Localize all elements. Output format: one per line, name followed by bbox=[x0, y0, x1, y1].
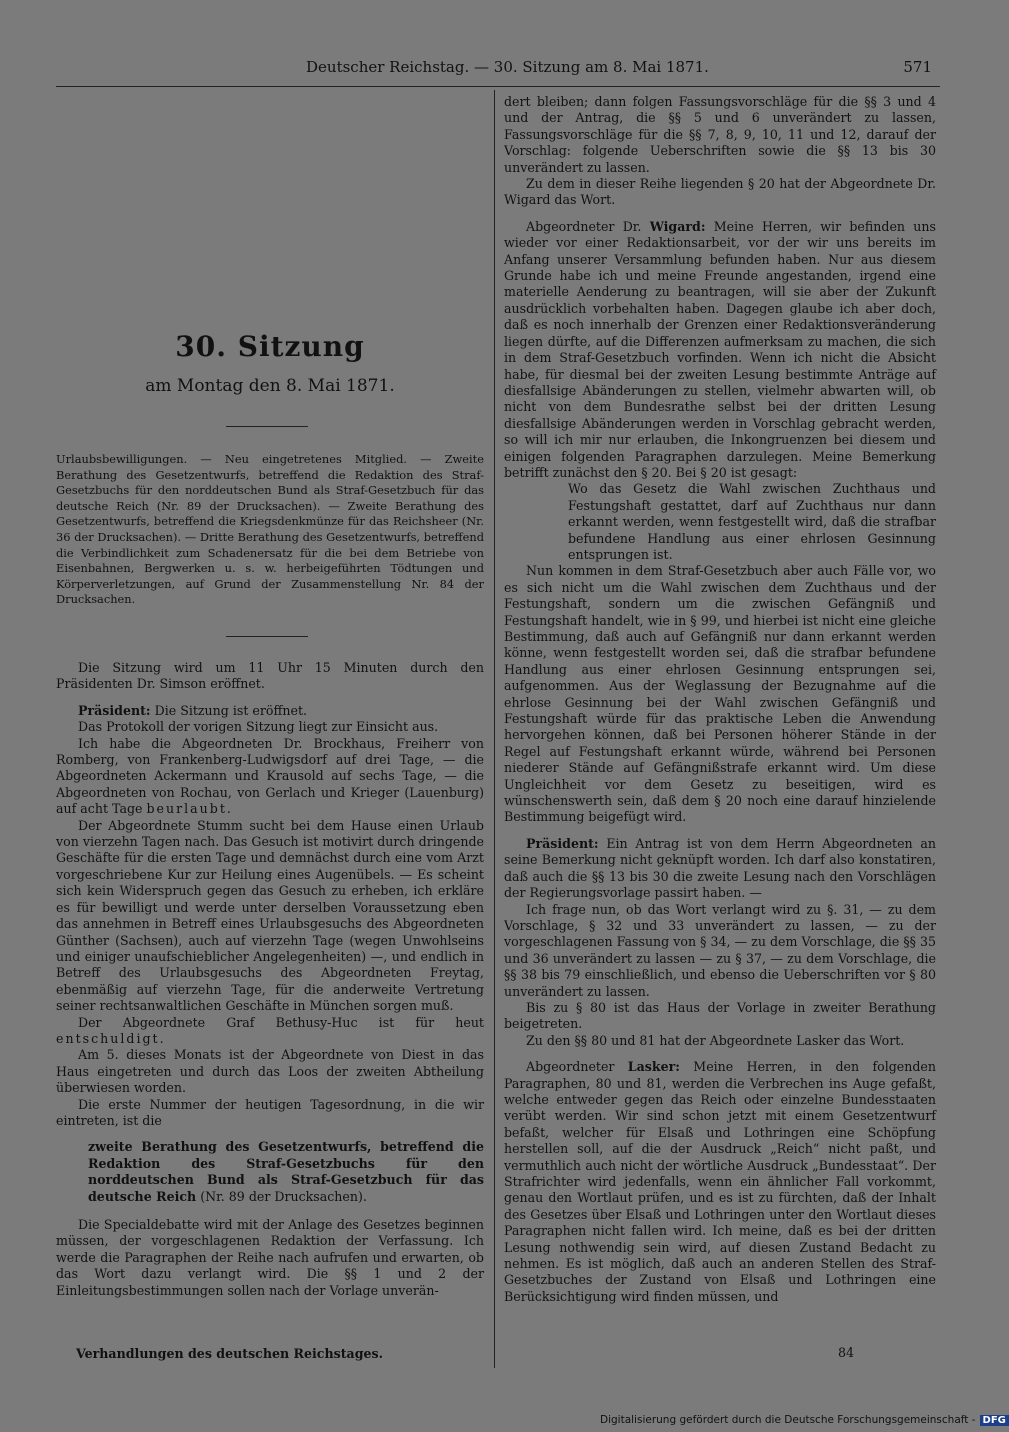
paragraph: Zu den §§ 80 und 81 hat der Abgeordnete Lasker das Wort. bbox=[526, 1032, 905, 1048]
right-column-body bbox=[504, 94, 936, 1305]
paragraph: Der Abgeordnete Graf Bethusy-Huc ist für heut entschuldigt. bbox=[56, 1014, 484, 1046]
session-subtitle: am Montag den 8. Mai 1871. bbox=[145, 376, 395, 396]
paragraph: Die erste Nummer der heutigen Tagesordnung, in die wir eintreten, ist die bbox=[56, 1096, 484, 1128]
agenda-summary: Urlaubsbewilligungen. — Neu eingetretenes Mitglied. — Zweite Berathung des Gesetzentwurfs, betreffend die Redaktion des Straf-Gesetzbuchs für den norddeutschen Bund als Straf-Gesetzbuch für das deutsche Reich (Nr. 89 der Drucksachen). — Zweite Berathung des Gesetzentwurfs, betreffend die Kriegsdenkmünze für das Reichsheer (Nr. 36 der Drucksachen). — Dritte Berathung des Gesetzentwurfs, betreffend die Verbindlichkeit zum Schadenersatz für die bei dem Betriebe von Eisenbahnen, Bergwerken u. s. w. herbeigeführten Tödtungen und Körperverletzungen, auf Grund der Zusammenstellung Nr. 84 der Drucksachen. bbox=[56, 452, 484, 607]
funding-credit bbox=[600, 1414, 1009, 1426]
paragraph: Das Protokoll der vorigen Sitzung liegt zur Einsicht aus. bbox=[78, 719, 439, 735]
footer-source: Verhandlungen des deutschen Reichstages. bbox=[76, 1346, 383, 1361]
paragraph: Abgeordneter Dr. Wigard: Meine Herren, wir befinden uns wieder vor einer Redaktionsarbeit, vor der wir uns bereits im Anfang unserer Versammlung befunden haben. Nur aus diesem Grunde habe ich und meine Freunde angestanden, irgend eine materielle Aenderung zu beantragen, will sie aber der Zukunft ausdrücklich vorbehalten haben. Dagegen glaube ich aber doch, daß es noch innerhalb der Grenzen einer Redaktionsveränderung liegen dürfte, auf die Differenzen aufmerksam zu machen, die sich in dem Straf-Gesetzbuch vorfinden. Wenn ich nicht die Absicht habe, für diesmal bei der zweiten Lesung bestimmte Anträge auf diesfallsige Abänderungen zu stellen, vielmehr abwarten will, ob nicht von dem Bundesrathe selbst bei der dritten Lesung diesfallsige Abänderungen werden in Vorschlag gebracht werden, so will ich mir nur erlauben, die Inkongruenzen bei diesem und einigen folgenden Paragraphen darzulegen. Meine Bemerkung betrifft zunächst den § 20. Bei § 20 ist gesagt: bbox=[504, 218, 936, 480]
sheet-signature: 84 bbox=[838, 1345, 855, 1360]
session-title: 30. Sitzung bbox=[175, 330, 365, 363]
quoted-statute: Wo das Gesetz die Wahl zwischen Zuchthaus und Festungshaft gestattet, darf auf Zuchthaus nur dann erkannt werden, wenn festgestellt wird, daß die strafbar befundene Handlung aus einer ehrlosen Gesinnung entsprungen ist. bbox=[568, 481, 936, 562]
paragraph: dert bleiben; dann folgen Fassungsvorschläge für die §§ 3 und 4 und der Antrag, die §§ 5 und 6 unverändert zu lassen, Fassungsvorschläge für die §§ 7, 8, 9, 10, 11 und 12, darauf der Vorschlag: folgende Ueberschriften sowie die §§ 13 bis 30 unverändert zu lassen. bbox=[504, 94, 936, 175]
divider-rule bbox=[226, 426, 308, 427]
speaker-label: Präsident: bbox=[526, 835, 599, 851]
bill-title: zweite Berathung des Gesetzentwurfs, betreffend die Redaktion des Straf-Gesetzbuchs für den norddeutschen Bund als Straf-Gesetzbuch für das deutsche Reich (Nr. 89 der Drucksachen). bbox=[88, 1139, 484, 1204]
running-header bbox=[300, 58, 940, 82]
speaker-label: Präsident: bbox=[78, 702, 151, 718]
paragraph: Abgeordneter Lasker: Meine Herren, in den folgenden Paragraphen, 80 und 81, werden die Verbrechen ins Auge gefaßt, welche entweder gegen das Reich oder einzelne Bundesstaaten verübt werden. Wir sind schon jetzt mit einem Gesetzentwurf befaßt, welcher für Elsaß und Lothringen eine Schöpfung herstellen soll, auf die der Ausdruck „Reich“ nicht paßt, und vermuthlich auch nicht der wörtliche Ausdruck „Bundesstaat“. Der Strafrichter wird jedenfalls, wenn ein ähnlicher Fall vorkommt, genau den Wortlaut prüfen, und es ist zu fürchten, daß der Inhalt des Gesetzes über Elsaß und Lothringen unter den Wortlaut dieses Paragraphen nicht fallen wird. Ich meine, daß es bei der dritten Lesung nothwendig sein wird, auf diesen Zustand Bedacht zu nehmen. Es ist möglich, daß auch an anderen Stellen des Straf-Gesetzbuches der Zustand von Elsaß und Lothringen eine Berücksichtigung wird finden müssen, und bbox=[504, 1059, 936, 1304]
speaker-label: Wigard: bbox=[649, 218, 706, 234]
paragraph: Zu dem in dieser Reihe liegenden § 20 hat der Abgeordnete Dr. Wigard das Wort. bbox=[504, 176, 936, 208]
paragraph: Ich habe die Abgeordneten Dr. Brockhaus, Freiherr von Romberg, von Frankenberg-Ludwigsdorf auf drei Tage, — die Abgeordneten Ackermann und Krausold auf sechs Tage, — die Abgeordneten von Rochau, von Gerlach und Krieger (Lauenburg) auf acht Tage beurlaubt. bbox=[56, 735, 484, 817]
column-divider bbox=[494, 90, 495, 1368]
paragraph: Am 5. dieses Monats ist der Abgeordnete von Diest in das Haus eingetreten und durch das Loos der zweiten Abtheilung überwiesen worden. bbox=[56, 1047, 484, 1096]
dfg-logo: DFG bbox=[980, 1415, 1009, 1426]
paragraph: Der Abgeordnete Stumm sucht bei dem Hause einen Urlaub von vierzehn Tagen nach. Das Gesuch ist motivirt durch dringende Geschäfte für die ersten Tage und demnächst durch eine vom Arzt vorgeschriebene Kur zur Heilung eines Augenübels. — Es scheint sich kein Widerspruch gegen das Gesuch zu erheben, ich erkläre es für bewilligt und werde unter derselben Voraussetzung eben das annehmen in Betreff eines Urlaubsgesuchs des Abgeordneten Günther (Sachsen), auch auf vierzehn Tage (wegen Unwohlseins und einiger unaufschieblicher Angelegenheiten) —, und endlich in Betreff des Urlaubsgesuchs des Abgeordneten Freytag, ebenmäßig auf vierzehn Tage, für die anderweite Vertretung seiner rechtsanwaltlichen Geschäfte in München sorgen muß. bbox=[56, 817, 484, 1014]
paragraph: Die Sitzung wird um 11 Uhr 15 Minuten durch den Präsidenten Dr. Simson eröffnet. bbox=[56, 660, 484, 692]
paragraph: Ich frage nun, ob das Wort verlangt wird zu §. 31, — zu dem Vorschlage, § 32 und 33 unverändert zu lassen, — zu der vorgeschlagenen Fassung von § 34, — zu dem Vorschlage, die §§ 35 und 36 unverändert zu lassen — zu § 37, — zu dem Vorschlage, die §§ 38 bis 79 einschließlich, und ebenso die Ueberschriften vor § 80 unverändert zu lassen. bbox=[504, 901, 936, 999]
paragraph: Präsident: Ein Antrag ist von dem Herrn Abgeordneten an seine Bemerkung nicht geknüpft worden. Ich darf also konstatiren, daß auch die §§ 13 bis 30 die zweite Lesung nach den Vorschlägen der Regierungsvorlage passirt haben. — bbox=[504, 835, 936, 901]
speaker-label: Lasker: bbox=[627, 1059, 680, 1075]
header-title: Deutscher Reichstag. — 30. Sitzung am 8. Mai 1871. bbox=[306, 58, 709, 76]
paragraph: Nun kommen in dem Straf-Gesetzbuch aber auch Fälle vor, wo es sich nicht um die Wahl zwischen dem Zuchthaus und der Festungshaft, sondern um die zwischen Gefängniß und Festungshaft handelt, wie in § 99, und hierbei ist nicht eine gleiche Bestimmung, daß auch auf Gefängniß nur dann erkannt werden könne, wenn festgestellt worden sei, daß die strafbar befundene Handlung aus einer ehrlosen Gesinnung entsprungen sei, aufgenommen. Aus der Weglassung der Bezugnahme auf die ehrlose Gesinnung bei der Wahl zwischen Gefängniß und Festungshaft würde für das praktische Leben die Anwendung hervorgehen können, daß bei Personen höherer Stände in der Regel auf Festungshaft erkannt würde, während bei Personen niederer Stände auf Gefängnißstrafe erkannt wird. Um diese Ungleichheit vor dem Gesetz zu beseitigen, wird es wünschenswerth sein, daß dem § 20 noch eine darauf hinzielende Bestimmung beigefügt wird. bbox=[504, 563, 936, 825]
header-rule bbox=[56, 86, 940, 87]
left-column-body bbox=[56, 660, 484, 1299]
paragraph: Präsident: Die Sitzung ist eröffnet. bbox=[78, 702, 308, 718]
funding-credit-text: Digitalisierung gefördert durch die Deutsche Forschungsgemeinschaft - bbox=[600, 1414, 976, 1426]
paragraph: Die Specialdebatte wird mit der Anlage des Gesetzes beginnen müssen, der vorgeschlagenen Redaktion der Verfassung. Ich werde die Paragraphen der Reihe nach aufrufen und erwarten, ob das Wort dazu verlangt wird. Die §§ 1 und 2 der Einleitungsbestimmungen sollen nach der Vorlage unverän- bbox=[56, 1217, 484, 1298]
paragraph: Bis zu § 80 ist das Haus der Vorlage in zweiter Berathung beigetreten. bbox=[504, 999, 936, 1032]
divider-rule bbox=[226, 636, 308, 637]
page-number: 571 bbox=[903, 58, 932, 76]
